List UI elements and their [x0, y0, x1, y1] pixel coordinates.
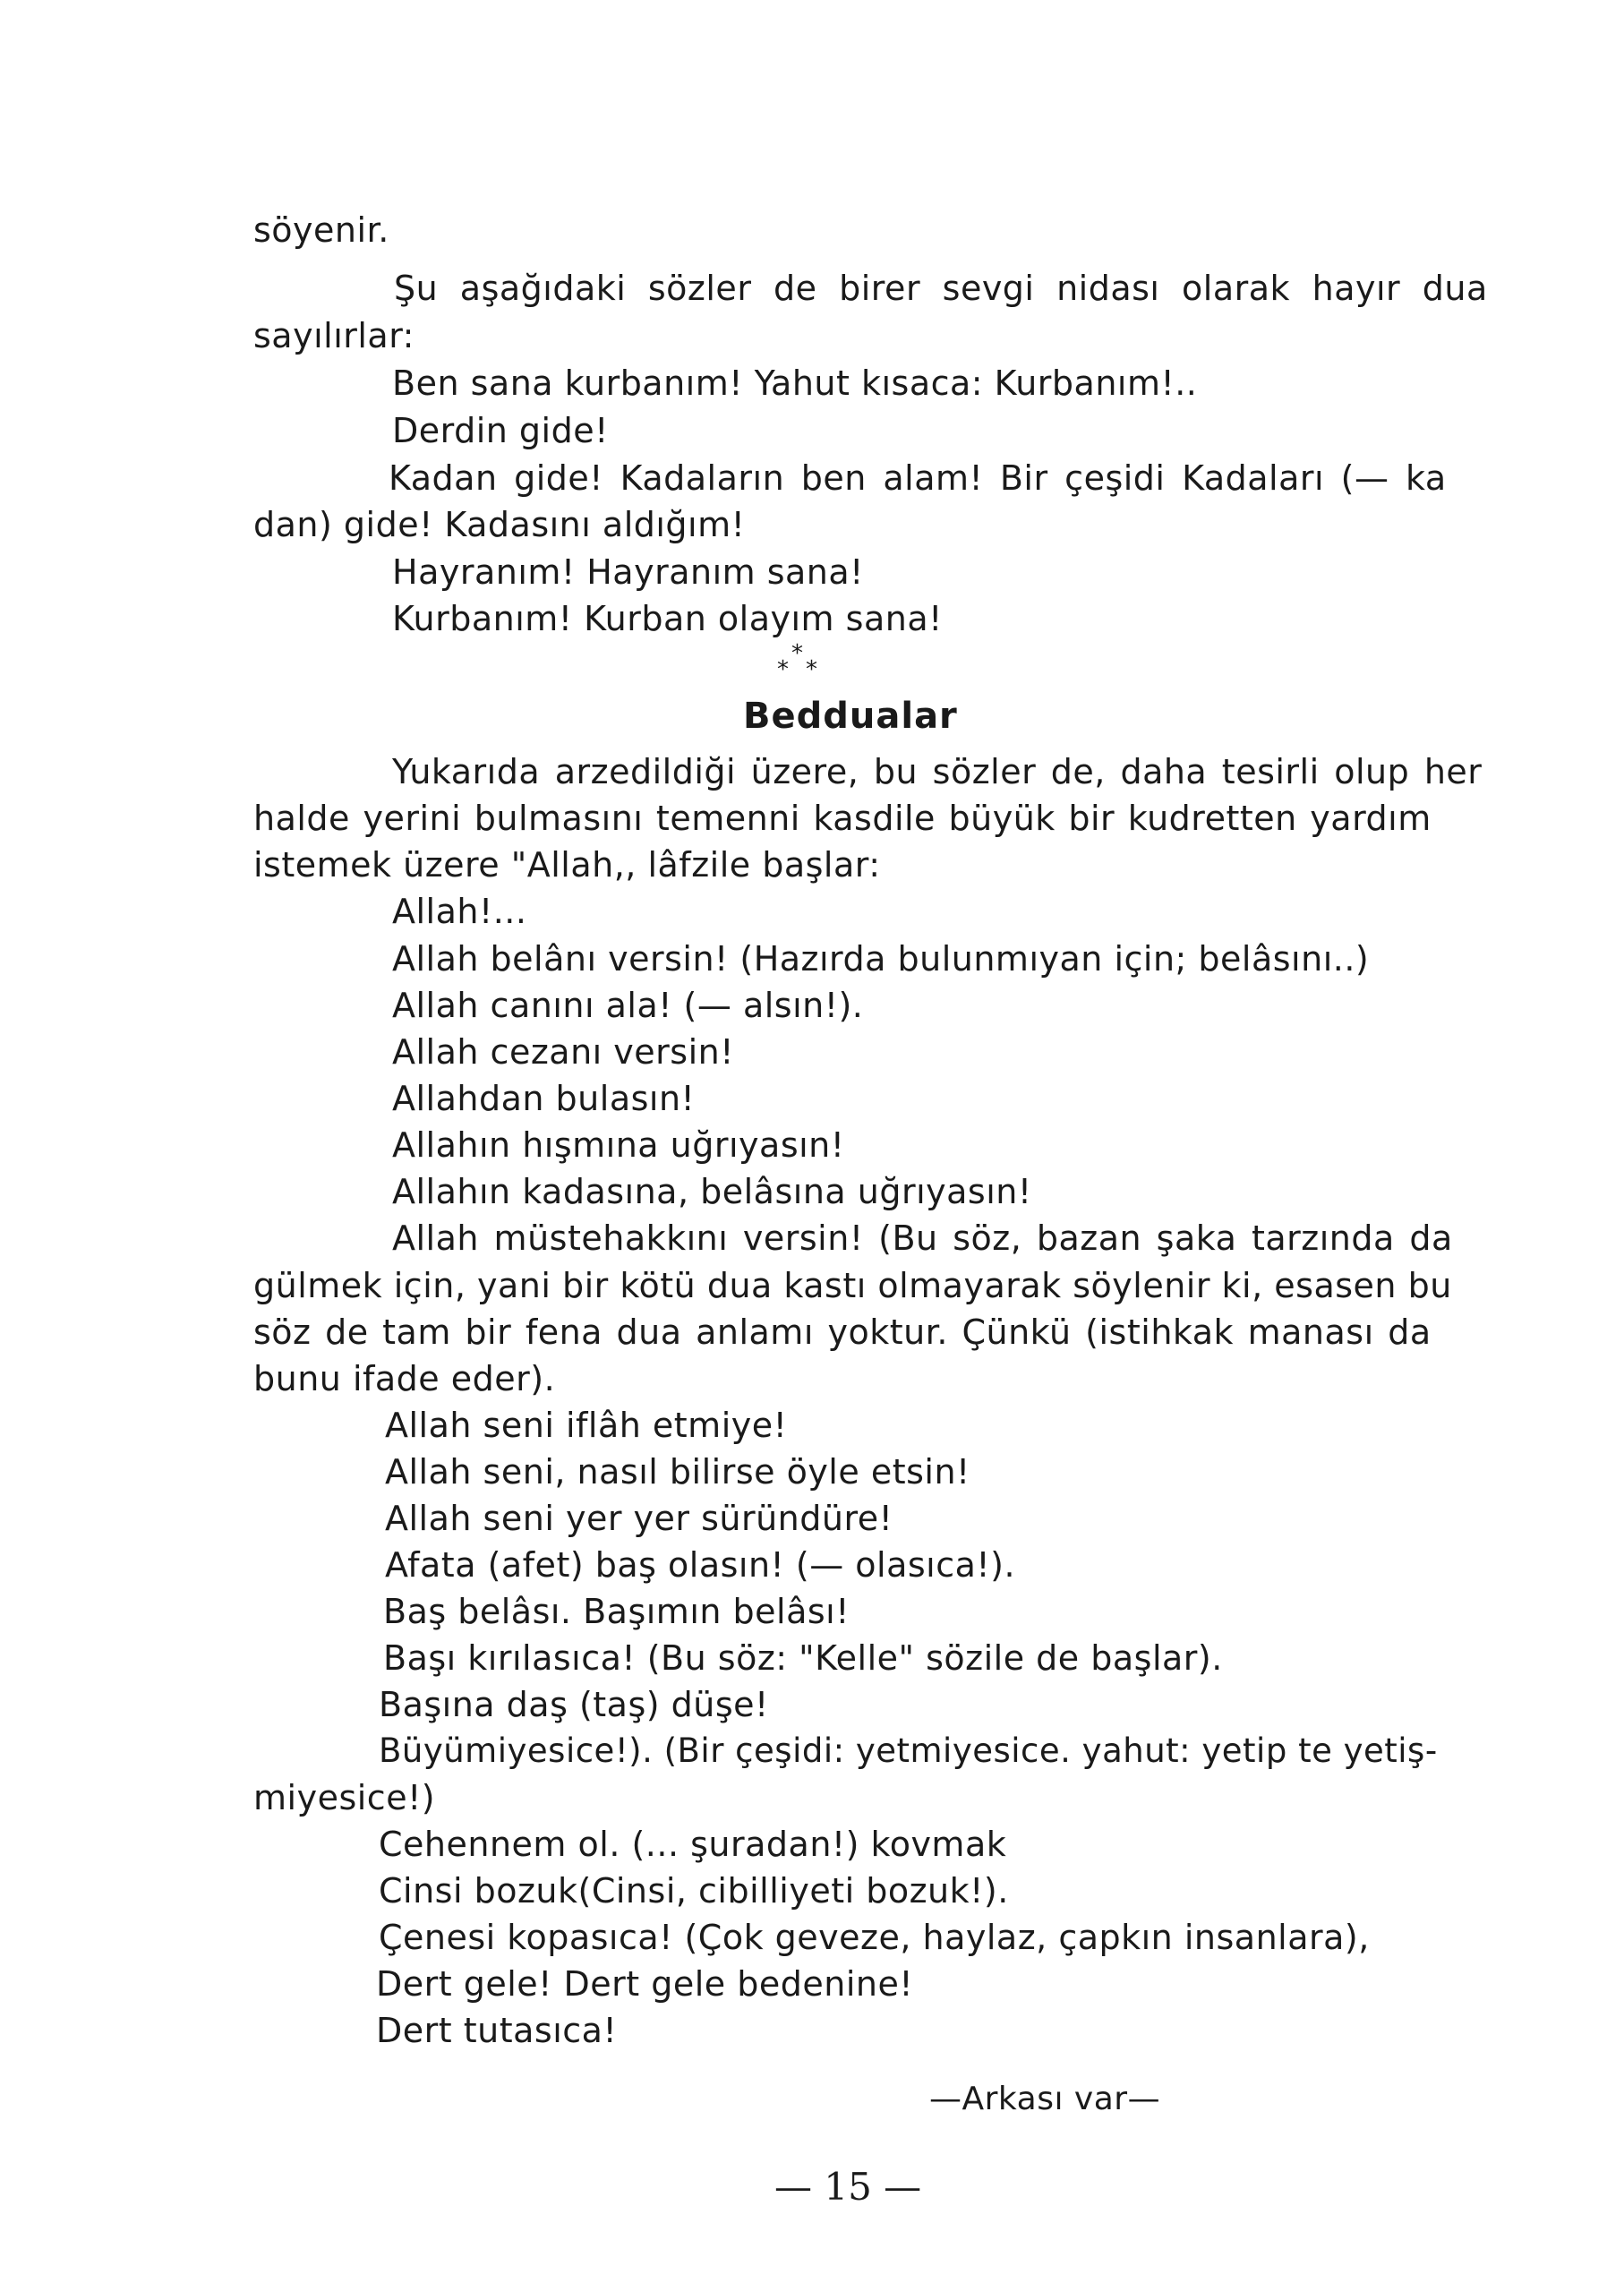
section-separator [772, 640, 825, 685]
text-line: Allahın hışmına uğrıyasın! [392, 1125, 845, 1165]
text-line: Şu aşağıdaki sözler de birer sevgi nidası olarak hayır dua [394, 269, 1488, 308]
continued-note: —Arkası var— [929, 2081, 1161, 2117]
text-line: Allah belânı versin! (Hazırda bulunmıyan için; belâsını..) [392, 939, 1370, 979]
separator-star: * [806, 656, 817, 683]
text-line: istemek üzere "Allah,, lâfzile başlar: [253, 845, 881, 885]
text-line: Allah!... [392, 892, 527, 931]
text-line: Dert tutasıca! [376, 2011, 618, 2050]
text-line: miyesice!) [253, 1778, 436, 1817]
text-line: Allah seni yer yer süründüre! [385, 1499, 893, 1538]
text-line: Hayranım! Hayranım sana! [392, 552, 864, 592]
text-line: Dert gele! Dert gele bedenine! [376, 1964, 914, 2004]
text-line: Büyümiyesice!). (Bir çeşidi: yetmiyesice. yahut: yetip te yetiş- [379, 1731, 1438, 1770]
text-line: dan) gide! Kadasını aldığım! [253, 505, 746, 544]
text-line: Çenesi kopasıca! (Çok geveze, haylaz, çapkın insanlara), [379, 1918, 1370, 1957]
text-line: Afata (afet) baş olasın! (— olasıca!). [385, 1545, 1016, 1585]
text-line: Derdin gide! [392, 411, 609, 450]
text-line: Allah cezanı versin! [392, 1032, 734, 1072]
text-line: Cehennem ol. (... şuradan!) kovmak [379, 1825, 1007, 1864]
text-line: Yukarıda arzedildiği üzere, bu sözler de, daha tesirli olup her [392, 752, 1483, 791]
text-line: Kadan gide! Kadaların ben alam! Bir çeşidi Kadaları (— ka [389, 458, 1447, 498]
text-line: Allah müstehakkını versin! (Bu söz, bazan şaka tarzında da [392, 1218, 1453, 1258]
text-line: Başına daş (taş) düşe! [379, 1685, 769, 1724]
text-line: Allah canını ala! (— alsın!). [392, 986, 864, 1025]
text-line: söz de tam bir fena dua anlamı yoktur. Çünkü (istihkak manası da [253, 1312, 1432, 1352]
separator-star: * [791, 640, 803, 667]
text-line: bunu ifade eder). [253, 1359, 556, 1398]
text-line: halde yerini bulmasını temenni kasdile büyük bir kudretten yardım [253, 799, 1432, 838]
text-line: Başı kırılasıca! (Bu söz: "Kelle" sözile de başlar). [383, 1638, 1223, 1678]
text-line: Allahın kadasına, belâsına uğrıyasın! [392, 1172, 1032, 1211]
text-line: Kurbanım! Kurban olayım sana! [392, 599, 943, 638]
text-line: sayılırlar: [253, 316, 415, 355]
text-line: Allah seni, nasıl bilirse öyle etsin! [385, 1452, 970, 1492]
section-title: Beddualar [743, 696, 958, 737]
separator-star: * [777, 656, 789, 683]
text-line: söyenir. [253, 210, 389, 250]
text-line: Allah seni iflâh etmiye! [385, 1406, 788, 1445]
text-line: Cinsi bozuk(Cinsi, cibilliyeti bozuk!). [379, 1871, 1009, 1911]
text-line: gülmek için, yani bir kötü dua kastı olmayarak söylenir ki, esasen bu [253, 1266, 1452, 1305]
text-line: Baş belâsı. Başımın belâsı! [383, 1592, 850, 1631]
text-line: Ben sana kurbanım! Yahut kısaca: Kurbanım!.. [392, 363, 1198, 403]
page-number: — 15 — [774, 2165, 922, 2209]
text-line: Allahdan bulasın! [392, 1079, 696, 1118]
